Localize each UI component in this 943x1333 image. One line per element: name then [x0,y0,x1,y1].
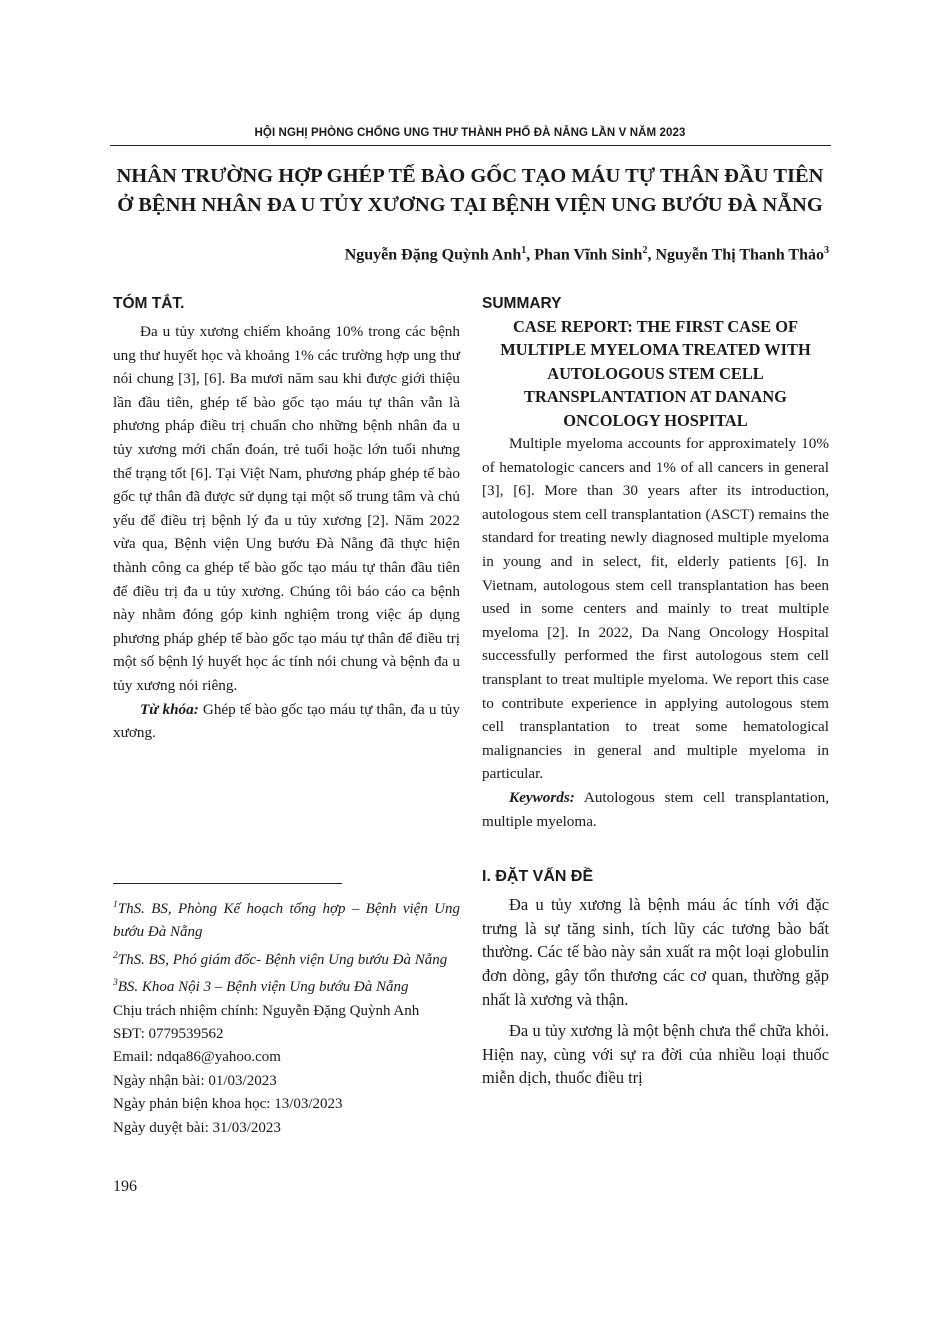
author-name: Phan Vĩnh Sinh [534,246,643,264]
footnote [113,945,460,972]
abstract-heading-en: SUMMARY [482,295,562,312]
corresponding-author: Chịu trách nhiệm chính: Nguyễn Đặng Quỳnh Anh [113,1002,420,1019]
author-name: Nguyễn Thị Thanh Thảo [655,246,824,264]
received-date: Ngày nhận bài: 01/03/2023 [113,1072,277,1089]
abstract-en: Multiple myeloma accounts for approximately 10% of hematologic cancers and 1% of all cancers in general [3], [6]. More than 30 years after its introduction, autologous stem cell transplantation (ASCT) remains the standard for treating newly diagnosed multiple myeloma in young and in select, fit, elderly patients [6]. In Vietnam, autologous stem cell transplantation has been used in some centers and mainly to treat multiple myeloma [2]. In 2022, Da Nang Oncology Hospital successfully performed the first autologous stem cell transplant to treat multiple myeloma. We report this case to contribute experience in applying autologous stem cell transplantation to treat some hematological malignancies in general and multiple myeloma in particular. [482,435,829,783]
author-separator: , [647,246,656,264]
right-column [482,293,829,1090]
footnotes [113,894,460,1140]
footnote-text: BS. Khoa Nội 3 – Bệnh viện Ung bướu Đà Nẵng [117,979,409,996]
footnote-mark: 3 [113,978,118,989]
section-heading-introduction: I. ĐẶT VẤN ĐỀ [482,868,594,886]
title-line-2: Ở BỆNH NHÂN ĐA U TỦY XƯƠNG TẠI BỆNH VIỆN UNG BƯỚU ĐÀ NẴNG [117,194,823,216]
page-number: 196 [113,1178,137,1195]
keywords-text-vi: Ghép tế bào gốc tạo máu tự thân, đa u tủy xương. [113,700,460,742]
keywords-en [482,786,829,833]
footnote-mark: 2 [113,950,118,961]
author-affiliation-mark: 3 [824,245,829,256]
footnote-divider [113,883,342,884]
keywords-text-en: Autologous stem cell transplantation, multiple myeloma. [482,788,829,830]
footnote [113,894,460,945]
english-title: CASE REPORT: THE FIRST CASE OF MULTIPLE MYELOMA TREATED WITH AUTOLOGOUS STEM CELL TRANSPLANTATION AT DANANG ONCOLOGY HOSPITAL [500,317,811,430]
footnote-text: ThS. BS, Phòng Kế hoạch tổng hợp – Bệnh viện Ung bướu Đà Nẵng [113,901,460,941]
author-list [110,245,829,264]
left-column [113,293,460,745]
introduction-paragraph-2: Đa u tủy xương là một bệnh chưa thể chữa khỏi. Hiện nay, cùng với sự ra đời của nhiều loại thuốc miễn dịch, thuốc điều trị [482,1021,829,1088]
introduction-paragraph-1: Đa u tủy xương là bệnh máu ác tính với đặc trưng là sự tăng sinh, tích lũy các tương bào bất thường. Các tế bào này sản xuất ra một loại globulin đơn dòng, gây tổn thương các cơ quan, thường gặp nhất là xương và thận. [482,895,829,1009]
footnote-mark: 1 [113,900,118,910]
article-title [100,162,840,220]
title-line-1: NHÂN TRƯỜNG HỢP GHÉP TẾ BÀO GỐC TẠO MÁU TỰ THÂN ĐẦU TIÊN [116,165,824,187]
phone-number: SĐT: 0779539562 [113,1026,224,1043]
header-divider [110,145,831,146]
author-affiliation-mark: 2 [642,245,648,256]
email-address: Email: ndqa86@yahoo.com [113,1049,281,1066]
article-metadata [113,1000,460,1140]
conference-header: HỘI NGHỊ PHÒNG CHỐNG UNG THƯ THÀNH PHỐ ĐÀ NẴNG LẦN V NĂM 2023 [254,127,686,139]
keywords-label-en: Keywords: [509,788,575,806]
author-separator: , [526,246,535,264]
footnote-text: ThS. BS, Phó giám đốc- Bệnh viện Ung bướu Đà Nẵng [117,951,448,968]
keywords-vi [113,698,460,745]
abstract-heading-vi: TÓM TẮT. [113,295,185,312]
reviewed-date: Ngày phản biện khoa học: 13/03/2023 [113,1096,343,1113]
author-affiliation-mark: 1 [521,245,527,256]
author-name: Nguyễn Đặng Quỳnh Anh [344,246,522,264]
keywords-label-vi: Từ khóa: [140,700,199,718]
abstract-vi: Đa u tủy xương chiếm khoảng 10% trong các bệnh ung thư huyết học và khoảng 1% các trường hợp ung thư nói chung [3], [6]. Ba mươi năm sau khi được giới thiệu lần đầu tiên, ghép tế bào gốc tạo máu tự thân vẫn là phương pháp điều trị chuẩn cho những bệnh nhân đa u tủy xương mới chẩn đoán, trẻ tuổi hoặc lớn tuổi nhưng thể trạng tốt [6]. Tại Việt Nam, phương pháp ghép tế bào gốc tự thân đã được sử dụng tại một số trung tâm và chủ yếu để điều trị bệnh lý đa u tủy xương [2]. Năm 2022 vừa qua, Bệnh viện Ung bướu Đà Nẵng đã thực hiện thành công ca ghép tế bào gốc tạo máu tự thân đầu tiên để điều trị đa u tủy xương. Chúng tôi báo cáo ca bệnh này nhằm đóng góp kinh nghiệm trong việc áp dụng phương pháp ghép tế bào gốc tạo máu tự thân để điều trị một số bệnh lý huyết học ác tính nói chung và bệnh đa u tủy xương nói riêng. [113,323,460,694]
footnote [113,972,460,999]
accepted-date: Ngày duyệt bài: 31/03/2023 [113,1119,281,1136]
